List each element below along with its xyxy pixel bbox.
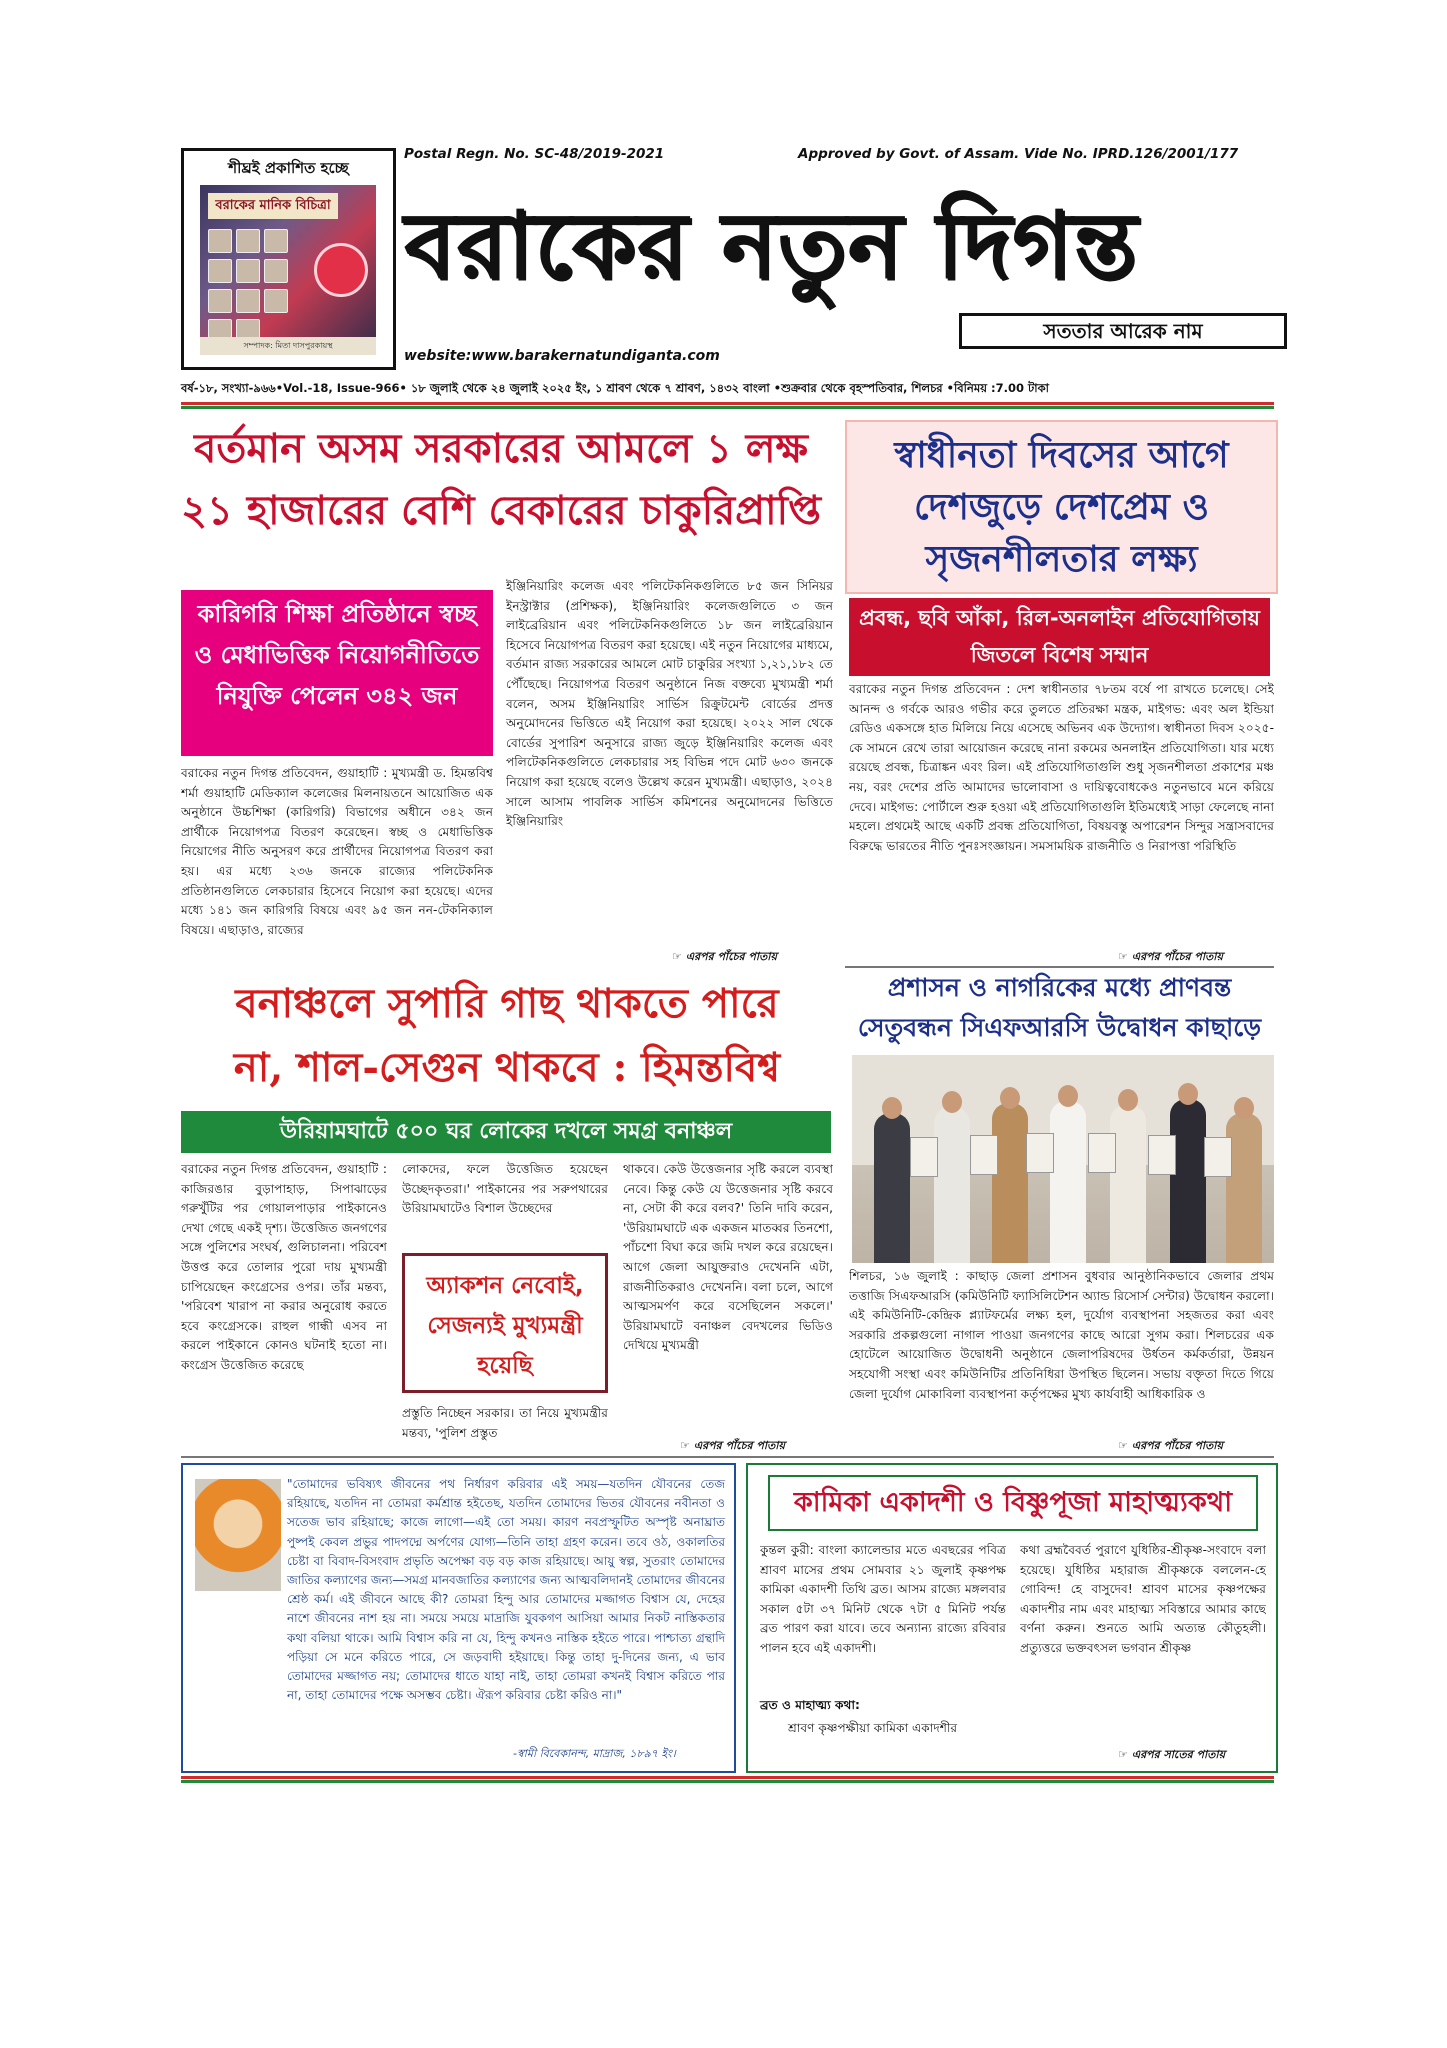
portrait-icon (264, 289, 288, 313)
person-figure (1050, 1101, 1086, 1263)
story1-subheading: কারিগরি শিক্ষা প্রতিষ্ঠানে স্বচ্ছ ও মেধাভিত্তিক নিয়োগনীতিতে নিযুক্তি পেলেন ৩৪২ জন (181, 590, 493, 756)
portrait-icon (236, 229, 260, 253)
event-photo (852, 1055, 1274, 1263)
story2-headline-line1: স্বাধীনতা দিবসের আগে (894, 434, 1229, 476)
book-editor-strip: সম্পাদক: মিতা দাসপুরকায়স্থ (200, 337, 376, 355)
footer-divider-green (181, 1780, 1274, 1783)
portrait-icon (236, 289, 260, 313)
book-title: বরাকের মানিক বিচিত্রা (208, 193, 338, 219)
portrait-icon (264, 259, 288, 283)
story1-column2: ইঞ্জিনিয়ারিং কলেজ এবং পলিটেকনিকগুলিতে ৮৫ জন সিনিয়র ইনস্ট্রাক্টার (প্রশিক্ষক), ইঞ্জিনিয়ারিং কলেজগুলিতে ৩ জন লাইব্রেরিয়ান এবং পলিটেকনিকগুলিতে ১৮ জন লাইব্রেরিয়ান হিসেবে নিয়োগপত্র বিতরণ করা হয়েছে। এই নতুন নিয়োগের মাধ্যমে, বর্তমান রাজ্য সরকারের আমলে মোট চাকুরির সংখ্যা ১,২১,১৮২ তে পৌঁছেছে। নিয়োগপত্র বিতরণ অনুষ্ঠানে নিজ বক্তব্যে মুখ্যমন্ত্রী শর্মা বলেন, অসম ইঞ্জিনিয়ারিং সার্ভিস রিক্রুটমেন্ট বোর্ডের প্রদত্ত অনুমোদনের ভিত্তিতে এই নিয়োগ করা হয়েছে। ২০২২ সাল থেকে বোর্ডের সুপারিশ অনুসারে রাজ্য জুড়ে ইঞ্জিনিয়ারিং কলেজ এবং পলিটেকনিকগুলিতে লেকচারার সহ বিভিন্ন পদে মোট ৬৩০ জনকে নিয়োগ করা হয়েছে বলেও উল্লেখ করেন মুখ্যমন্ত্রী। এছাড়াও, ২০২৪ সালে আসাম পাবলিক সার্ভিস কমিশনের অনুমোদনের ভিত্তিতে ইঞ্জিনিয়ারিং (506, 579, 833, 829)
person-head (1178, 1083, 1198, 1105)
poster-icon (1148, 1135, 1176, 1175)
story4-column3: থাকবে। কেউ উত্তেজনার সৃষ্টি করলে ব্যবস্থা নেবে। কিন্তু কেউ যে উত্তেজনার সৃষ্টি করবে না, সেটা কী করে বলব?' তিনি দাবি করেন, 'উরিয়ামঘাটে এক একজন মাতব্বর তিনশো, পাঁচশো বিঘা করে জমি দখল করে রয়েছেন। আগে জেলা আয়ুক্তরাও দেখেননি এটা, রাজনীতিকরাও দেখেননি। বলা চলে, আগে আত্মসমর্পণ করে বসেছিলেন সকলে।' উরিয়ামঘাটে বনাঞ্চল বেদখলের ভিডিও দেখিয়ে মুখ্যমন্ত্রী (623, 1162, 833, 1353)
story1-continued-label: এরপর পাঁচের পাতায় (685, 950, 777, 963)
tagline: সততার আরেক নাম (959, 313, 1287, 349)
swami-vivekananda-portrait (195, 1479, 281, 1591)
book-promo-box (181, 148, 396, 370)
person-head (1058, 1085, 1078, 1107)
footer-divider-red (181, 1776, 1274, 1779)
person-head (1118, 1089, 1138, 1111)
story2-subheading: প্রবন্ধ, ছবি আঁকা, রিল-অনলাইন প্রতিযোগিতায় জিতলে বিশেষ সম্মান (849, 598, 1270, 676)
story5-column1b: শ্রাবণ কৃষ্ণপক্ষীয়া কামিকা একাদশীর (788, 1721, 958, 1735)
story3-continued-label: এরপর পাঁচের পাতায় (1131, 1439, 1223, 1452)
story1-headline-line1: বর্তমান অসম সরকারের আমলে ১ লক্ষ (194, 425, 808, 472)
story3-headline-line1: প্রশাসন ও নাগরিকের মধ্যে প্রাণবন্ত (887, 973, 1232, 1002)
story5-headline: কামিকা একাদশী ও বিষ্ণুপূজা মাহাত্ম্যকথা (768, 1475, 1258, 1531)
story4-subheading: উরিয়ামঘাটে ৫০০ ঘর লোকের দখলে সমগ্র বনাঞ্চল (181, 1111, 831, 1153)
issue-line: বর্ষ-১৮, সংখ্যা-৯৬৬•Vol.-18, Issue-966• ১৮ জুলাই থেকে ২৪ জুলাই ২০২৫ ইং, ১ শ্রাবণ থেকে ৭ শ্রাবণ, ১৪৩২ বাংলা •শুক্রবার থেকে বৃহস্পতিবার, শিলচর •বিনিময় :7.00 টাকা (181, 381, 1049, 395)
story4-headline-line2: না, শাল-সেগুন থাকবে : হিমন্তবিশ্ব (233, 1044, 781, 1091)
story5-continued[interactable] (1118, 1746, 1225, 1765)
story1-column1: বরাকের নতুন দিগন্ত প্রতিবেদন, গুয়াহাটি : মুখ্যমন্ত্রী ড. হিমন্তবিশ্ব শর্মা গুয়াহাটি মেডিক্যাল কলেজের মিলনায়তনে আয়োজিত এক অনুষ্ঠানে উচ্চশিক্ষা (কারিগরি) বিভাগের অধীনে ৩৪২ জন প্রার্থীকে নিয়োগপত্র বিতরণ করেছেন। স্বচ্ছ ও মেধাভিত্তিক নিয়োগের নীতি অনুসরণ করে প্রার্থীদের নিয়োগপত্র বিতরণ করা হয়। এর মধ্যে ২৩৬ জনকে রাজ্যের পলিটেকনিক প্রতিষ্ঠানগুলিতে লেকচারার হিসেবে নিয়োগ করা হয়েছে। এদের মধ্যে ১৪১ জন কারিগরি বিষয়ে এবং ৯৫ জন নন-টেকনিক্যাল বিষয়ে। এছাড়াও, রাজ্যের (181, 766, 493, 937)
quote-box (181, 1463, 736, 1773)
person-figure (874, 1113, 910, 1263)
story2-body: বরাকের নতুন দিগন্ত প্রতিবেদন : দেশ স্বাধীনতার ৭৮তম বর্ষে পা রাখতে চলেছে। সেই আনন্দ ও গর্বকে আরও গভীর করে তুলতে প্রতিরক্ষা মন্ত্রক, মাইগভ: এবং অল ইন্ডিয়া রেডিও একসঙ্গে হাত মিলিয়ে নিয়ে এসেছে অভিনব এক উদ্যোগ। স্বাধীনতা দিবস ২০২৫-কে সামনে রেখে তারা আয়োজন করেছে নানা রকমের অনলাইন প্রতিযোগিতা। যার মধ্যে রয়েছে প্রবন্ধ, চিত্রাঙ্কন এবং রিল। এই প্রতিযোগিতাগুলি শুধু সৃজনশীলতা প্রকাশের মঞ্চ নয়, বরং দেশের প্রতি আমাদের ভালোবাসা ও দায়িত্ববোধকেও নতুনভাবে মনে করিয়ে দেবে। মাইগভ: পোর্টালে শুরু হওয়া এই প্রতিযোগিতাগুলি ইতিমধ্যেই সাড়া ফেলেছে নানা মহলে। প্রথমেই আছে একটি প্রবন্ধ প্রতিযোগিতা, বিষয়বস্তু অপারেশন সিন্দুর সন্ত্রাসবাদের বিরুদ্ধে ভারতের নীতি পুনঃসংজ্ঞায়ন। সমসাময়িক রাজনীতি ও নিরাপত্তা পরিস্থিতি (849, 682, 1274, 853)
person-figure (1170, 1099, 1206, 1263)
continue-arrow-icon: ☞ (1118, 950, 1132, 963)
cover-disc-icon (314, 243, 368, 297)
story3-continued[interactable] (1118, 1437, 1223, 1456)
website-link[interactable]: website:www.barakernatundiganta.com (404, 348, 720, 364)
quote-text: "তোমাদের ভবিষ্যৎ জীবনের পথ নির্ধারণ করিবার এই সময়—যতদিন যৌবনের তেজ রহিয়াছে, যতদিন না তোমরা কর্মশ্রান্ত হইতেছ, যতদিন তোমাদের ভিতর যৌবনের নবীনতা ও সতেজ ভাব রহিয়াছে; কাজে লাগো—এই তো সময়। কারণ নবপ্রস্ফুটিত অস্পৃষ্ট অনাঘ্রাত পুষ্পই কেবল প্রভুর পাদপদ্মে অর্পণের যোগ্য—তিনি তাহা গ্রহণ করেন। তবে ওঠ, ওকালতির চেষ্টা বা বিবাদ-বিসংবাদ প্রভৃতি অপেক্ষা বড় বড় কাজ রহিয়াছে। আয়ু স্বল্প, সুতরাং তোমাদের জাতির কল্যাণের জন্য—সমগ্র মানবজাতির কল্যাণের জন্য আত্মবলিদানই তোমাদের জীবনের শ্রেষ্ঠ কর্ম। এই জীবনে আছে কী? তোমরা হিন্দু আর তোমাদের মজ্জাগত বিশ্বাস যে, দেহের নাশে জীবনের নাশ হয় না। সময়ে সময়ে মাদ্রাজি যুবকগণ আসিয়া আমার নিকট নাস্তিকতার কথা বলিয়া থাকে। আমি বিশ্বাস করি না যে, হিন্দু কখনও নাস্তিক হইতে পারে। পাশ্চাত্য গ্রন্থাদি পড়িয়া সে মনে করিতে পারে, সে জড়বাদী হইয়াছে। কিন্তু তাহা দু-দিনের জন্য, এ ভাব তোমাদের মজ্জাগত নয়; তোমাদের ধাতে যাহা নাই, তাহা তোমরা কখনই বিশ্বাস করিতে পার না, তাহা তোমাদের পক্ষে অসম্ভব চেষ্টা। ঐরূপ করিবার চেষ্টা করিও না।" (287, 1477, 725, 1703)
person-figure (992, 1103, 1028, 1263)
continue-arrow-icon: ☞ (1118, 1748, 1132, 1761)
story5-subheading: ব্রত ও মাহাত্ম্য কথা: (760, 1698, 860, 1712)
govt-approval: Approved by Govt. of Assam. Vide No. IPRD.126/2001/177 (798, 146, 1239, 162)
poster-icon (1026, 1133, 1054, 1173)
person-head (882, 1097, 902, 1119)
story3-body: শিলচর, ১৬ জুলাই : কাছাড় জেলা প্রশাসন বুধবার আনুষ্ঠানিকভাবে জেলার প্রথম তত্তাজি সিএফআরসি (কমিউনিটি ফ্যাসিলিটেশন অ্যান্ড রিসোর্স সেন্টার) উদ্বোধন করলো। এই কমিউনিটি-কেন্দ্রিক প্ল্যাটফর্মের লক্ষ্য হল, দুর্যোগ ব্যবস্থাপনা সহজতর করা এবং সরকারি প্রকল্পগুলো নাগাল পাওয়া জনগণের কাছে আরো সুগম করা। শিলচরের এক হোটেলে আয়োজিত উদ্বোধনী অনুষ্ঠানে জেলাপরিষদের উর্ধতন কর্মকর্তারা, উন্নয়ন সহযোগী সংস্থা এবং কমিউনিটির প্রতিনিধিরা উপস্থিত ছিলেন। সভায় বক্তৃতা দিতে গিয়ে জেলা দুর্যোগ মোকাবিলা ব্যবস্থাপনা কর্তৃপক্ষের মুখ্য কার্যবাহী আধিকারিক ও (849, 1269, 1274, 1401)
story5-column2: কথা ব্রহ্মবৈবর্ত পুরাণে যুধিষ্ঠির-শ্রীকৃষ্ণ-সংবাদে বলা হয়েছে। যুধিষ্ঠির মহারাজ শ্রীকৃষ্ণকে বললেন-হে গোবিন্দ! হে বাসুদেব! শ্রাবণ মাসের কৃষ্ণপক্ষের একাদশীর নাম এবং মাহাত্ম্য সবিস্তারে আমার কাছে বর্ণনা করুন। শুনতে আমি অত্যন্ত কৌতুহলী। প্রত্যুত্তরে ভক্তবৎসল ভগবান শ্রীকৃষ্ণ (1020, 1543, 1266, 1655)
story4-column2-bottom: প্রস্তুতি নিচ্ছেন সরকার। তা নিয়ে মুখ্যমন্ত্রীর মন্তব্য, 'পুলিশ প্রস্তুত (402, 1406, 608, 1440)
story4-inset-box: অ্যাকশন নেবোই, সেজন্যই মুখ্যমন্ত্রী হয়েছি (402, 1253, 608, 1393)
story4-column1: বরাকের নতুন দিগন্ত প্রতিবেদন, গুয়াহাটি : কাজিরঙার বুড়াপাহাড়, সিপাঝাড়ের গরুখুঁটির পর গোয়ালপাড়ার পাইকানেও দেখা গেছে একই দৃশ্য। উত্তেজিত জনগণের সঙ্গে পুলিশের সংঘর্ষ, গুলিচালনা। পরিবেশ উত্তপ্ত করে তোলার পুরো দায় মুখ্যমন্ত্রী চাপিয়েছেন কংগ্রেসের ওপর। তাঁর মন্তব্য, 'পরিবেশ খারাপ না করার অনুরোধ করতে হবে কংগ্রেসকে। রাহুল গান্ধী এসব না করলে পাইকানে কোনও ঘটনাই হতো না। কংগ্রেস উত্তেজিত করেছে (181, 1162, 387, 1372)
story1-continued[interactable] (672, 948, 777, 967)
poster-icon (1088, 1133, 1116, 1173)
continue-arrow-icon: ☞ (672, 950, 686, 963)
top-divider-red (181, 402, 1274, 405)
person-head (942, 1091, 962, 1113)
person-head (1234, 1097, 1254, 1119)
person-figure (1110, 1105, 1146, 1263)
top-divider-green (181, 406, 1274, 409)
poster-icon (1204, 1137, 1232, 1177)
story2-continued-label: এরপর পাঁচের পাতায় (1131, 950, 1223, 963)
story4-headline-line1: বনাঞ্চলে সুপারি গাছ থাকতে পারে (235, 980, 779, 1027)
story2-headline-line3: সৃজনশীলতার লক্ষ্য (925, 538, 1198, 580)
continue-arrow-icon: ☞ (680, 1439, 694, 1452)
promo-text: শীঘ্রই প্রকাশিত হচ্ছে (228, 159, 349, 177)
book-cover-image (200, 185, 376, 355)
story5-column1: কুন্তল কুরী: বাংলা ক্যালেন্ডার মতে এবছরের পবিত্র শ্রাবণ মাসের প্রথম সোমবার ২১ জুলাই কৃষ্ণপক্ষ কামিকা একাদশী তিথি ব্রত। আসম রাজ্যে মঙ্গলবার সকাল ৫টা ৩৭ মিনিট থেকে ৭টা ৫ মিনিট পর্যন্ত ব্রত পারণ করা যাবে। তবে অন্যান্য রাজ্যে রবিবার পালন হবে এই একাদশী। (760, 1543, 1006, 1655)
poster-icon (910, 1137, 938, 1177)
postal-registration: Postal Regn. No. SC-48/2019-2021 (404, 146, 665, 162)
story4-continued[interactable] (680, 1437, 785, 1456)
bottom-section-divider (181, 1456, 1274, 1458)
kamika-box (746, 1463, 1278, 1773)
story2-headline-box (845, 420, 1278, 594)
story3-headline-line2: সেতুবন্ধন সিএফআরসি উদ্বোধন কাছাড়ে (857, 1013, 1262, 1042)
story4-continued-label: এরপর পাঁচের পাতায় (693, 1439, 785, 1452)
person-head (1000, 1087, 1020, 1109)
portrait-icon (208, 289, 232, 313)
portrait-icon (236, 259, 260, 283)
newspaper-title: বরাকের নতুন দিগন্ত (404, 191, 1138, 299)
portrait-icon (264, 229, 288, 253)
poster-icon (970, 1135, 998, 1175)
story4-column2-top: লোকদের, ফলে উত্তেজিত হয়েছেন উচ্ছেদকৃতরা।' পাইকানের পর সরুপথারের উরিয়ামঘাটেও বিশাল উচ্ছেদের (402, 1162, 608, 1216)
story2-continued[interactable] (1118, 948, 1223, 967)
quote-signature: -স্বামী বিবেকানন্দ, মাদ্রাজ, ১৮৯৭ ইং। (513, 1747, 676, 1760)
person-figure (1226, 1113, 1262, 1263)
story1-headline-line2: ২১ হাজারের বেশি বেকারের চাকুরিপ্রাপ্তি (181, 487, 821, 534)
continue-arrow-icon: ☞ (1118, 1439, 1132, 1452)
portrait-icon (208, 229, 232, 253)
story5-continued-label: এরপর সাতের পাতায় (1131, 1748, 1226, 1761)
story2-headline-line2: দেশজুড়ে দেশপ্রেম ও (914, 486, 1209, 528)
person-figure (934, 1107, 970, 1263)
portrait-icon (208, 259, 232, 283)
